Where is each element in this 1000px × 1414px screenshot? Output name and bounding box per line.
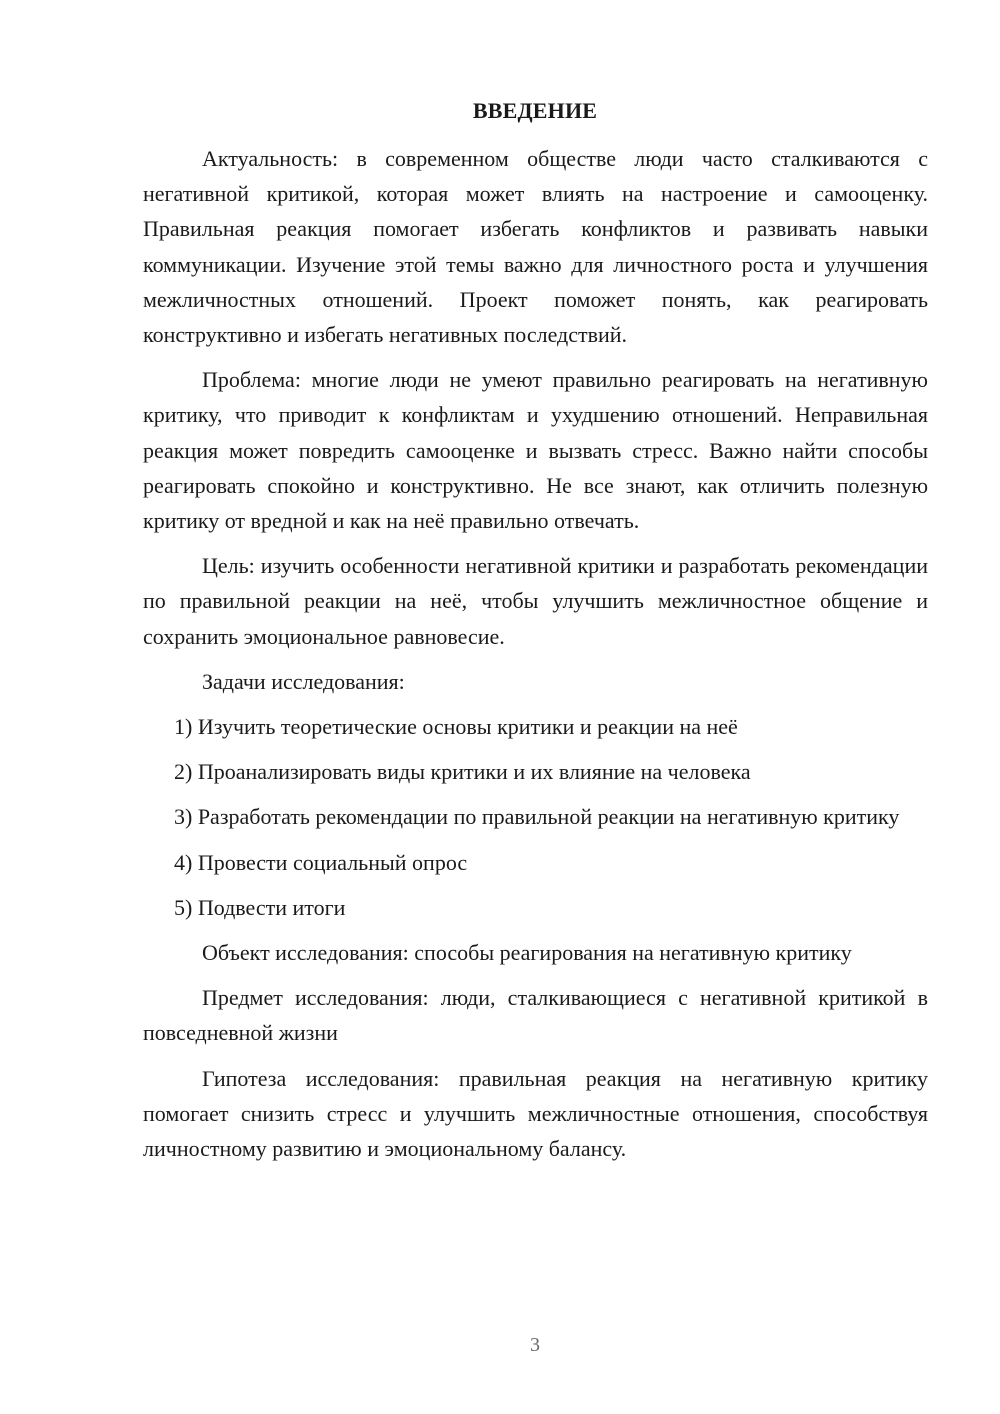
page-number: 3 (530, 1334, 540, 1356)
relevance-paragraph: Актуальность: в современном обществе люди часто сталкиваются с негативной критикой, которая может влиять на настроение и самооценку. Правильная реакция помогает избегать конфликтов и развивать навыки коммуникации. Изучение этой темы важно для личностного роста и улучшения межличностных отношений. Проект поможет понять, как реагировать конструктивно и избегать негативных последствий. (143, 146, 928, 348)
goal-paragraph: Цель: изучить особенности негативной критики и разработать рекомендации по правильной реакции на неё, чтобы улучшить межличностное общение и сохранить эмоциональное равновесие. (143, 553, 928, 649)
task-item: 4) Провести социальный опрос (174, 849, 468, 875)
subject-paragraph: Предмет исследования: люди, сталкивающиеся с негативной критикой в повседневной жизни (143, 985, 928, 1046)
object-paragraph: Объект исследования: способы реагирования на негативную критику (202, 940, 852, 966)
task-item: 2) Проанализировать виды критики и их влияние на человека (174, 759, 751, 785)
problem-paragraph: Проблема: многие люди не умеют правильно реагировать на негативную критику, что приводит к конфликтам и ухудшению отношений. Неправильная реакция может повредить самооценке и вызвать стресс. Важно найти способы реагировать спокойно и конструктивно. Не все знают, как отличить полезную критику от вредной и как на неё правильно отвечать. (143, 367, 928, 534)
task-item: 3) Разработать рекомендации по правильной реакции на негативную критику (174, 804, 900, 830)
document-body (143, 141, 928, 1176)
section-title: ВВЕДЕНИЕ (472, 98, 598, 123)
task-item: 5) Подвести итоги (174, 894, 346, 920)
task-item: 1) Изучить теоретические основы критики и реакции на неё (174, 714, 738, 740)
hypothesis-paragraph: Гипотеза исследования: правильная реакция на негативную критику помогает снизить стресс и улучшить межличностные отношения, способствуя личностному развитию и эмоциональному балансу. (143, 1065, 928, 1162)
tasks-heading: Задачи исследования: (202, 668, 405, 694)
